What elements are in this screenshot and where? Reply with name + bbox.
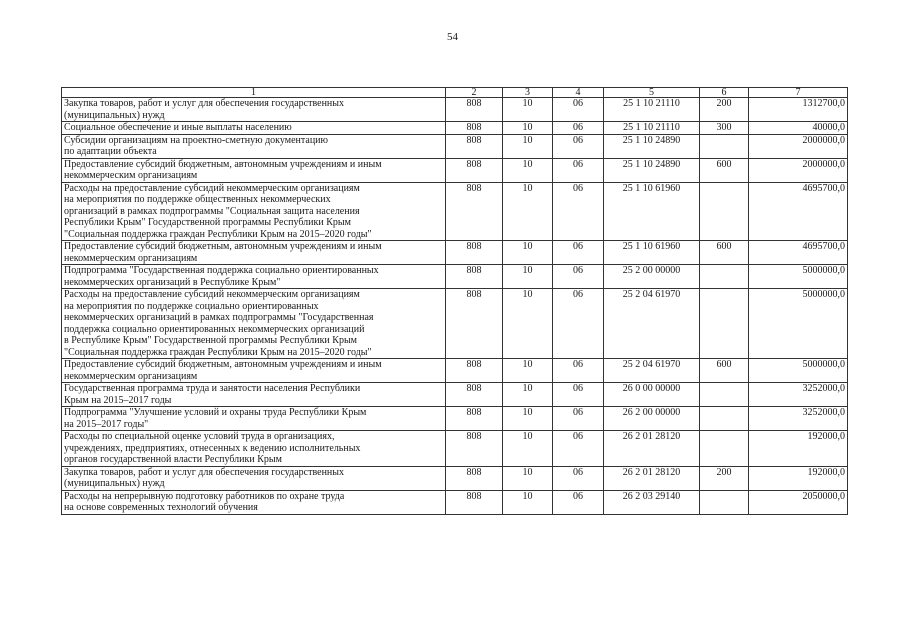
target-article-code: 25 2 04 61970 xyxy=(604,289,700,359)
target-article-code: 25 2 00 00000 xyxy=(604,265,700,289)
row-description: Расходы по специальной оценке условий труда в организациях, учреждениях, предприятиях, отнесенных к ведению исполнительных органов государственной власти Республики Крым xyxy=(62,431,446,467)
subsection-code: 06 xyxy=(553,359,604,383)
amount: 40000,0 xyxy=(749,122,848,135)
ministry-code: 808 xyxy=(446,98,503,122)
row-description: Расходы на предоставление субсидий некоммерческим организациям на мероприятия по поддержке социально ориентированных некоммерческих организаций в рамках подпрограммы "Государственная поддержка социально ориентированных некоммерческих организаций в Республике Крым" Государственной программы Республики Крым "Социальная поддержка граждан Республики Крым на 2015–2020 годы" xyxy=(62,289,446,359)
table-row xyxy=(62,490,848,514)
amount: 5000000,0 xyxy=(749,265,848,289)
expense-type-code: 600 xyxy=(700,158,749,182)
row-description: Предоставление субсидий бюджетным, автономным учреждениям и иным некоммерческим организациям xyxy=(62,241,446,265)
header-cell: 4 xyxy=(553,88,604,98)
subsection-code: 06 xyxy=(553,182,604,241)
ministry-code: 808 xyxy=(446,289,503,359)
row-description: Предоставление субсидий бюджетным, автономным учреждениям и иным некоммерческим организациям xyxy=(62,359,446,383)
target-article-code: 25 2 04 61970 xyxy=(604,359,700,383)
table-row xyxy=(62,265,848,289)
amount: 4695700,0 xyxy=(749,241,848,265)
subsection-code: 06 xyxy=(553,158,604,182)
row-description: Расходы на непрерывную подготовку работников по охране труда на основе современных технологий обучения xyxy=(62,490,446,514)
amount: 2000000,0 xyxy=(749,158,848,182)
ministry-code: 808 xyxy=(446,182,503,241)
expense-type-code xyxy=(700,490,749,514)
amount: 5000000,0 xyxy=(749,359,848,383)
row-description: Расходы на предоставление субсидий некоммерческим организациям на мероприятия по поддержке общественных некоммерческих организаций в рамках подпрограммы "Социальная защита населения Республики Крым" Государственной программы Республики Крым "Социальная поддержка граждан Республики Крым на 2015–2020 годы" xyxy=(62,182,446,241)
table-row xyxy=(62,182,848,241)
subsection-code: 06 xyxy=(553,466,604,490)
expense-type-code xyxy=(700,407,749,431)
ministry-code: 808 xyxy=(446,122,503,135)
section-code: 10 xyxy=(503,359,553,383)
subsection-code: 06 xyxy=(553,289,604,359)
row-description: Социальное обеспечение и иные выплаты населению xyxy=(62,122,446,135)
table-row xyxy=(62,289,848,359)
section-code: 10 xyxy=(503,289,553,359)
ministry-code: 808 xyxy=(446,466,503,490)
amount: 192000,0 xyxy=(749,466,848,490)
amount: 192000,0 xyxy=(749,431,848,467)
expense-type-code: 300 xyxy=(700,122,749,135)
table-row xyxy=(62,158,848,182)
expense-type-code xyxy=(700,383,749,407)
row-description: Субсидии организациям на проектно-сметную документацию по адаптации объекта xyxy=(62,134,446,158)
target-article-code: 25 1 10 24890 xyxy=(604,158,700,182)
expense-type-code xyxy=(700,182,749,241)
subsection-code: 06 xyxy=(553,122,604,135)
row-description: Закупка товаров, работ и услуг для обеспечения государственных (муниципальных) нужд xyxy=(62,98,446,122)
target-article-code: 25 1 10 21110 xyxy=(604,122,700,135)
header-cell: 7 xyxy=(749,88,848,98)
expense-type-code: 600 xyxy=(700,241,749,265)
subsection-code: 06 xyxy=(553,383,604,407)
expense-type-code xyxy=(700,134,749,158)
amount: 4695700,0 xyxy=(749,182,848,241)
expense-type-code: 200 xyxy=(700,98,749,122)
subsection-code: 06 xyxy=(553,490,604,514)
section-code: 10 xyxy=(503,134,553,158)
table-row xyxy=(62,122,848,135)
target-article-code: 25 1 10 21110 xyxy=(604,98,700,122)
section-code: 10 xyxy=(503,158,553,182)
header-cell: 6 xyxy=(700,88,749,98)
target-article-code: 26 2 01 28120 xyxy=(604,466,700,490)
row-description: Подпрограмма "Улучшение условий и охраны труда Республики Крым на 2015–2017 годы" xyxy=(62,407,446,431)
amount: 3252000,0 xyxy=(749,407,848,431)
ministry-code: 808 xyxy=(446,383,503,407)
expense-type-code: 200 xyxy=(700,466,749,490)
amount: 2000000,0 xyxy=(749,134,848,158)
section-code: 10 xyxy=(503,407,553,431)
budget-table xyxy=(61,87,848,515)
section-code: 10 xyxy=(503,383,553,407)
header-cell: 1 xyxy=(62,88,446,98)
target-article-code: 26 0 00 00000 xyxy=(604,383,700,407)
amount: 3252000,0 xyxy=(749,383,848,407)
section-code: 10 xyxy=(503,466,553,490)
target-article-code: 25 1 10 24890 xyxy=(604,134,700,158)
amount: 5000000,0 xyxy=(749,289,848,359)
ministry-code: 808 xyxy=(446,407,503,431)
subsection-code: 06 xyxy=(553,431,604,467)
header-cell: 3 xyxy=(503,88,553,98)
row-description: Предоставление субсидий бюджетным, автономным учреждениям и иным некоммерческим организациям xyxy=(62,158,446,182)
expense-type-code xyxy=(700,431,749,467)
row-description: Закупка товаров, работ и услуг для обеспечения государственных (муниципальных) нужд xyxy=(62,466,446,490)
row-description: Государственная программа труда и занятости населения Республики Крым на 2015–2017 годы xyxy=(62,383,446,407)
target-article-code: 25 1 10 61960 xyxy=(604,241,700,265)
table-row xyxy=(62,359,848,383)
amount: 2050000,0 xyxy=(749,490,848,514)
section-code: 10 xyxy=(503,241,553,265)
subsection-code: 06 xyxy=(553,407,604,431)
header-cell: 2 xyxy=(446,88,503,98)
subsection-code: 06 xyxy=(553,134,604,158)
expense-type-code xyxy=(700,289,749,359)
section-code: 10 xyxy=(503,122,553,135)
expense-type-code: 600 xyxy=(700,359,749,383)
table-row xyxy=(62,383,848,407)
table-row xyxy=(62,98,848,122)
subsection-code: 06 xyxy=(553,265,604,289)
expense-type-code xyxy=(700,265,749,289)
page-number: 54 xyxy=(447,31,458,43)
table-row xyxy=(62,431,848,467)
section-code: 10 xyxy=(503,490,553,514)
section-code: 10 xyxy=(503,265,553,289)
table-row xyxy=(62,241,848,265)
ministry-code: 808 xyxy=(446,490,503,514)
header-cell: 5 xyxy=(604,88,700,98)
ministry-code: 808 xyxy=(446,359,503,383)
row-description: Подпрограмма "Государственная поддержка социально ориентированных некоммерческих организаций в Республике Крым" xyxy=(62,265,446,289)
target-article-code: 26 2 01 28120 xyxy=(604,431,700,467)
ministry-code: 808 xyxy=(446,265,503,289)
table-row xyxy=(62,134,848,158)
subsection-code: 06 xyxy=(553,98,604,122)
ministry-code: 808 xyxy=(446,431,503,467)
amount: 1312700,0 xyxy=(749,98,848,122)
table-row xyxy=(62,466,848,490)
section-code: 10 xyxy=(503,431,553,467)
ministry-code: 808 xyxy=(446,241,503,265)
ministry-code: 808 xyxy=(446,134,503,158)
target-article-code: 25 1 10 61960 xyxy=(604,182,700,241)
ministry-code: 808 xyxy=(446,158,503,182)
subsection-code: 06 xyxy=(553,241,604,265)
table-row xyxy=(62,407,848,431)
header-row xyxy=(62,88,848,98)
section-code: 10 xyxy=(503,182,553,241)
section-code: 10 xyxy=(503,98,553,122)
target-article-code: 26 2 03 29140 xyxy=(604,490,700,514)
target-article-code: 26 2 00 00000 xyxy=(604,407,700,431)
